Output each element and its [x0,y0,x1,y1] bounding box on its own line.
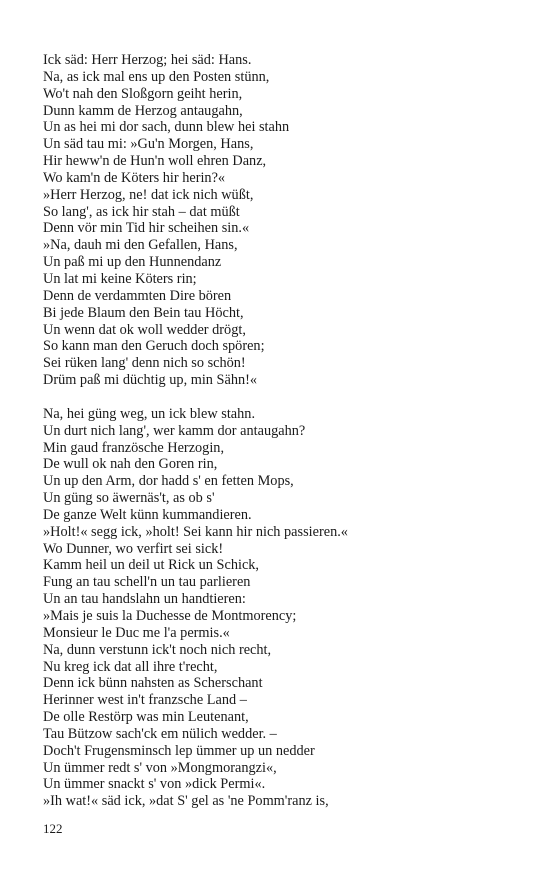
text-line: Wo Dunner, wo verfirt sei sick! [43,540,224,557]
text-line: »Ih wat!« säd ick, »dat S' gel as 'ne Pomm'ranz is, [43,793,329,810]
text-line: Na, dunn verstunn ick't noch nich recht, [43,641,272,658]
text-line: »Na, dauh mi den Gefallen, Hans, [43,237,238,254]
text-line: So kann man den Geruch doch spören; [43,338,265,355]
text-line: »Mais je suis la Duchesse de Montmorency; [43,608,297,624]
text-line: Bi jede Blaum den Bein tau Höcht, [43,304,244,321]
text-line: Fung an tau schell'n un tau parlieren [43,574,251,591]
text-line: Un ümmer snackt s' von »dick Permi«. [43,776,266,793]
text-line: Ick säd: Herr Herzog; hei säd: Hans. [43,52,252,68]
text-line: Sei rüken lang' denn nich so schön! [43,355,246,372]
text-line: Un wenn dat ok woll wedder drögt, [43,321,246,338]
page-number: 122 [43,821,63,836]
stanza-1 [43,52,523,389]
text-line: Wo't nah den Sloßgorn geiht herin, [43,85,243,102]
text-line: »Herr Herzog, ne! dat ick nich wüßt, [43,186,254,203]
text-line: Un up den Arm, dor hadd s' en fetten Mops, [43,473,294,490]
text-line: Na, hei güng weg, un ick blew stahn. [43,405,256,422]
text-line: So lang', as ick hir stah – dat müßt [43,203,240,220]
poem-text [43,52,523,810]
text-line: Dunn kamm de Herzog antaugahn, [43,102,243,119]
text-line: Denn de verdammten Dire bören [43,287,232,304]
stanza-2 [43,406,523,810]
text-line: De ganze Welt künn kummandieren. [43,506,252,523]
text-line: Tau Bützow sach'ck em nülich wedder. – [43,725,277,742]
text-line: Na, as ick mal ens up den Posten stünn, [43,68,270,85]
text-line: Doch't Frugensminsch lep ümmer up un nedder [43,742,315,759]
text-line: Un paß mi up den Hunnendanz [43,254,222,271]
text-line: De olle Restörp was min Leutenant, [43,709,249,726]
text-line: Denn vör min Tid hir scheihen sin.« [43,220,250,237]
text-line: Wo kam'n de Köters hir herin?« [43,169,226,186]
text-line: Denn ick bünn nahsten as Scherschant [43,675,263,692]
text-line: Min gaud französche Herzogin, [43,439,225,456]
text-line: Un güng so äwernäs't, as ob s' [43,490,215,507]
text-line: Nu kreg ick dat all ihre t'recht, [43,658,218,675]
text-line: Drüm paß mi düchtig up, min Sähn!« [43,372,258,389]
text-line: Hir heww'n de Hun'n woll ehren Danz, [43,153,267,170]
text-line: Un as hei mi dor sach, dunn blew hei stahn [43,119,290,136]
text-line: Un lat mi keine Köters rin; [43,270,197,287]
text-line: Monsieur le Duc me l'a permis.« [43,624,230,641]
text-line: Un an tau handslahn un handtieren: [43,591,246,608]
text-line: »Holt!« segg ick, »holt! Sei kann hir nich passieren.« [43,523,348,540]
text-line: Un ümmer redt s' von »Mongmorangzi«, [43,759,277,776]
text-line: Kamm heil un deil ut Rick un Schick, [43,557,260,574]
text-line: Herinner west in't franzsche Land – [43,692,247,709]
text-line: De wull ok nah den Goren rin, [43,456,218,473]
text-line: Un säd tau mi: »Gu'n Morgen, Hans, [43,136,254,153]
text-line: Un durt nich lang', wer kamm dor antaugahn? [43,422,306,439]
